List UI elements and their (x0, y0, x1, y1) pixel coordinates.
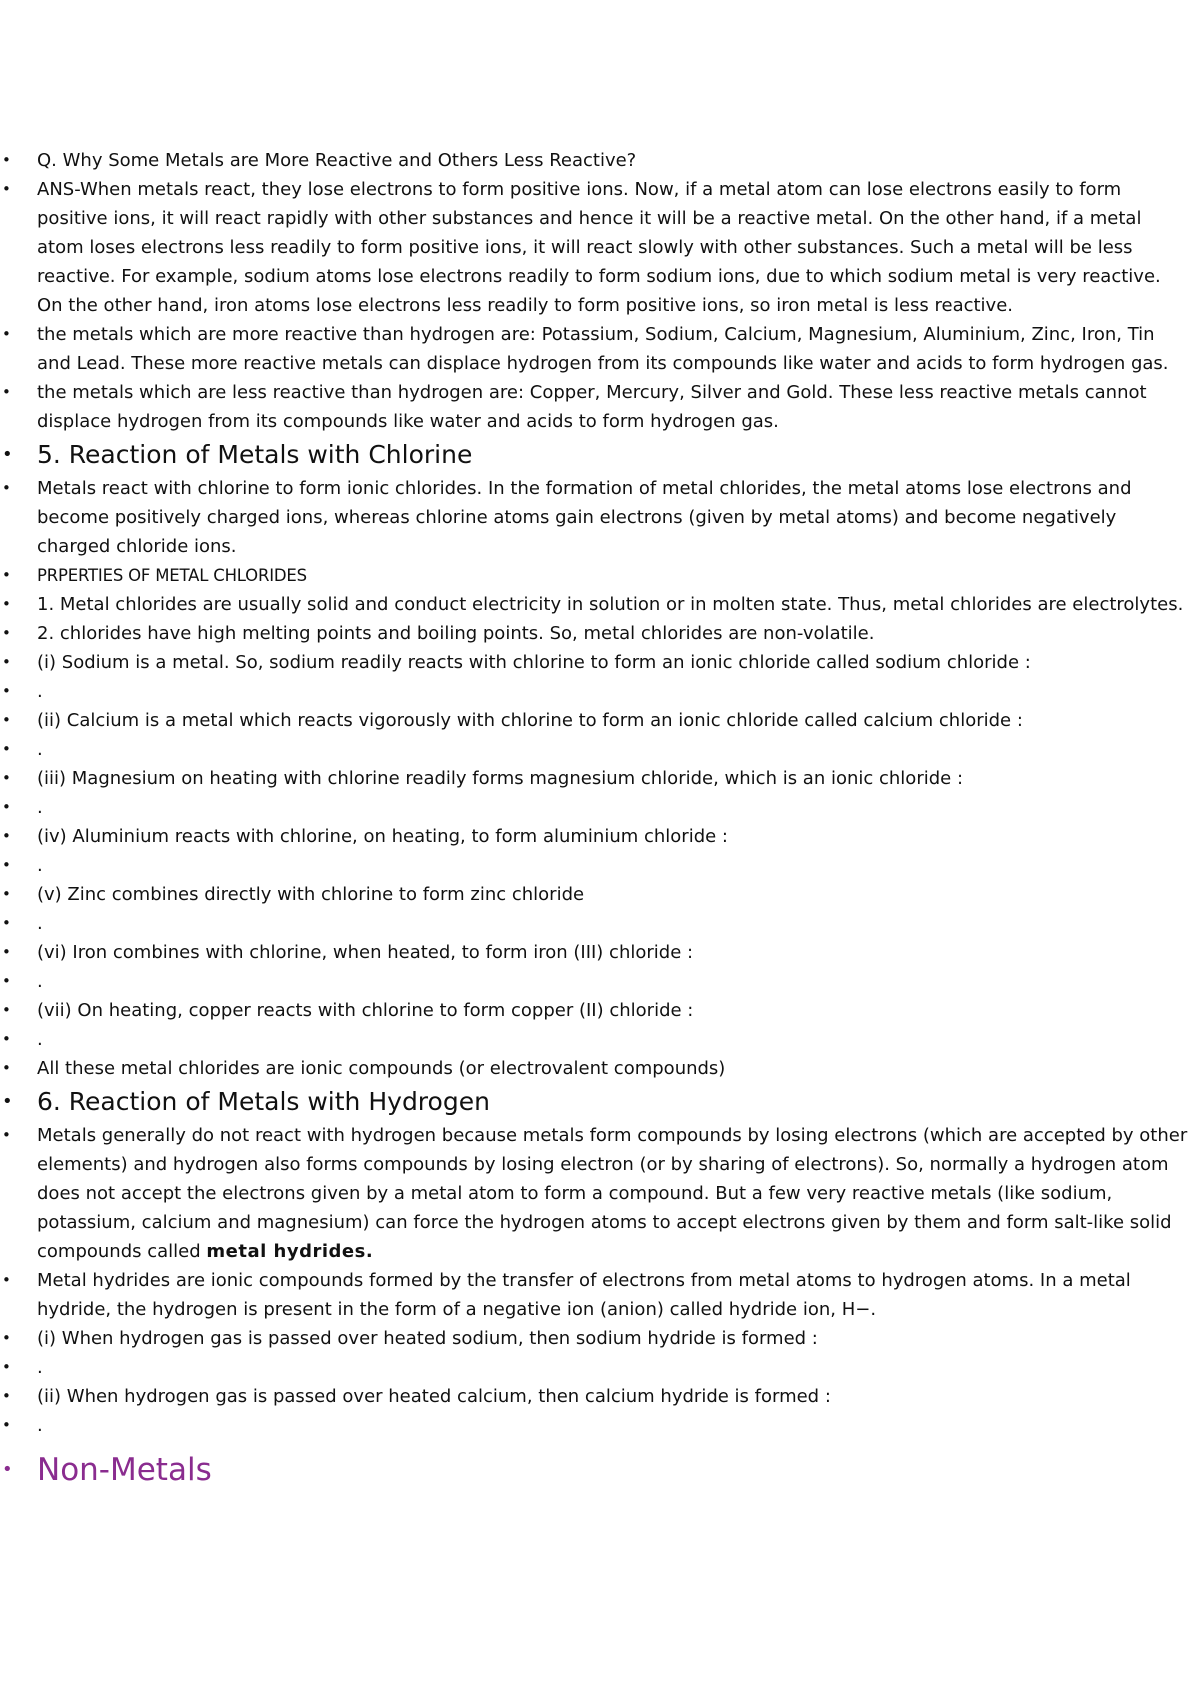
bullet-icon: • (2, 595, 11, 613)
example-7: • (vii) On heating, copper reacts with chlorine to form copper (II) chloride : (0, 996, 1200, 1025)
equation-placeholder: • . (0, 1411, 1200, 1440)
hydrogen-intro-paragraph: • Metals generally do not react with hydrogen because metals form compounds by losing electrons (which are accepted by other elements) and hydrogen also forms compounds by losing electron (or by sharing of electrons). So, normally a hydrogen atom does not accept the electrons given by a metal atom to form a compound. But a few very reactive metals (like sodium, potassium, calcium and magnesium) can force the hydrogen atoms to accept electrons given by them and form salt-like solid compounds called metal hydrides. (0, 1121, 1200, 1266)
bullet-icon: • (2, 943, 11, 961)
bullet-icon: • (2, 383, 11, 401)
example-3: • (iii) Magnesium on heating with chlorine readily forms magnesium chloride, which is an ionic chloride : (0, 764, 1200, 793)
bullet-icon: • (2, 1091, 13, 1112)
non-metals-heading: • Non-Metals (0, 1448, 1200, 1492)
example-4: • (iv) Aluminium reacts with chlorine, on heating, to form aluminium chloride : (0, 822, 1200, 851)
document-page (0, 146, 1200, 1492)
property-1: • 1. Metal chlorides are usually solid and conduct electricity in solution or in molten state. Thus, metal chlorides are electrolytes. (0, 590, 1200, 619)
bullet-icon: • (2, 566, 11, 584)
bullet-icon: • (2, 1271, 11, 1289)
property-2: • 2. chlorides have high melting points and boiling points. So, metal chlorides are non-volatile. (0, 619, 1200, 648)
equation-placeholder: • . (0, 1353, 1200, 1382)
bullet-icon: • (2, 479, 11, 497)
equation-placeholder: • . (0, 1025, 1200, 1054)
less-reactive-paragraph: • the metals which are less reactive than hydrogen are: Copper, Mercury, Silver and Gold. These less reactive metals cannot displace hydrogen from its compounds like water and acids to form hydrogen gas. (0, 378, 1200, 436)
properties-title: • PRPERTIES OF METAL CHLORIDES (0, 561, 1200, 590)
example-2: • (ii) Calcium is a metal which reacts vigorously with chlorine to form an ionic chloride called calcium chloride : (0, 706, 1200, 735)
example-1: • (i) Sodium is a metal. So, sodium readily reacts with chlorine to form an ionic chloride called sodium chloride : (0, 648, 1200, 677)
bullet-icon: • (2, 1358, 11, 1376)
bullet-icon: • (2, 444, 13, 465)
metal-hydrides-term: metal hydrides. (206, 1241, 374, 1262)
hydride-example-1: • (i) When hydrogen gas is passed over heated sodium, then sodium hydride is formed : (0, 1324, 1200, 1353)
bullet-icon: • (2, 1126, 11, 1144)
bullet-icon: • (2, 972, 11, 990)
question-line: • Q. Why Some Metals are More Reactive and Others Less Reactive? (0, 146, 1200, 175)
equation-placeholder: • . (0, 793, 1200, 822)
equation-placeholder: • . (0, 851, 1200, 880)
hydride-example-2: • (ii) When hydrogen gas is passed over heated calcium, then calcium hydride is formed : (0, 1382, 1200, 1411)
equation-placeholder: • . (0, 909, 1200, 938)
equation-placeholder: • . (0, 735, 1200, 764)
bullet-icon: • (2, 769, 11, 787)
bullet-icon: • (2, 1459, 13, 1480)
bullet-icon: • (2, 798, 11, 816)
chlorine-intro-paragraph: • Metals react with chlorine to form ionic chlorides. In the formation of metal chlorides, the metal atoms lose electrons and become positively charged ions, whereas chlorine atoms gain electrons (given by metal atoms) and become negatively charged chloride ions. (0, 474, 1200, 561)
hydrogen-heading: • 6. Reaction of Metals with Hydrogen (0, 1085, 1200, 1119)
equation-placeholder: • . (0, 967, 1200, 996)
hydrides-paragraph: • Metal hydrides are ionic compounds formed by the transfer of electrons from metal atoms to hydrogen atoms. In a metal hydride, the hydrogen is present in the form of a negative ion (anion) called hydride ion, H−. (0, 1266, 1200, 1324)
bullet-icon: • (2, 1059, 11, 1077)
bullet-icon: • (2, 1001, 11, 1019)
example-6: • (vi) Iron combines with chlorine, when heated, to form iron (III) chloride : (0, 938, 1200, 967)
bullet-icon: • (2, 1416, 11, 1434)
bullet-icon: • (2, 1329, 11, 1347)
bullet-icon: • (2, 325, 11, 343)
bullet-icon: • (2, 1387, 11, 1405)
bullet-icon: • (2, 180, 11, 198)
answer-paragraph: • ANS-When metals react, they lose electrons to form positive ions. Now, if a metal atom can lose electrons easily to form positive ions, it will react rapidly with other substances and hence it will be a reactive metal. On the other hand, if a metal atom loses electrons less readily to form positive ions, it will react slowly with other substances. Such a metal will be less reactive. For example, sodium atoms lose electrons readily to form sodium ions, due to which sodium metal is very reactive. On the other hand, iron atoms lose electrons less readily to form positive ions, so iron metal is less reactive. (0, 175, 1200, 320)
example-5: • (v) Zinc combines directly with chlorine to form zinc chloride (0, 880, 1200, 909)
bullet-icon: • (2, 856, 11, 874)
bullet-icon: • (2, 885, 11, 903)
bullet-icon: • (2, 740, 11, 758)
equation-placeholder: • . (0, 677, 1200, 706)
chlorine-heading: • 5. Reaction of Metals with Chlorine (0, 438, 1200, 472)
bullet-icon: • (2, 682, 11, 700)
bullet-icon: • (2, 151, 11, 169)
more-reactive-paragraph: • the metals which are more reactive than hydrogen are: Potassium, Sodium, Calcium, Magnesium, Aluminium, Zinc, Iron, Tin and Lead. These more reactive metals can displace hydrogen from its compounds like water and acids to form hydrogen gas. (0, 320, 1200, 378)
bullet-icon: • (2, 1030, 11, 1048)
bullet-icon: • (2, 827, 11, 845)
ionic-summary: • All these metal chlorides are ionic compounds (or electrovalent compounds) (0, 1054, 1200, 1083)
bullet-icon: • (2, 653, 11, 671)
bullet-icon: • (2, 711, 11, 729)
bullet-icon: • (2, 914, 11, 932)
bullet-icon: • (2, 624, 11, 642)
